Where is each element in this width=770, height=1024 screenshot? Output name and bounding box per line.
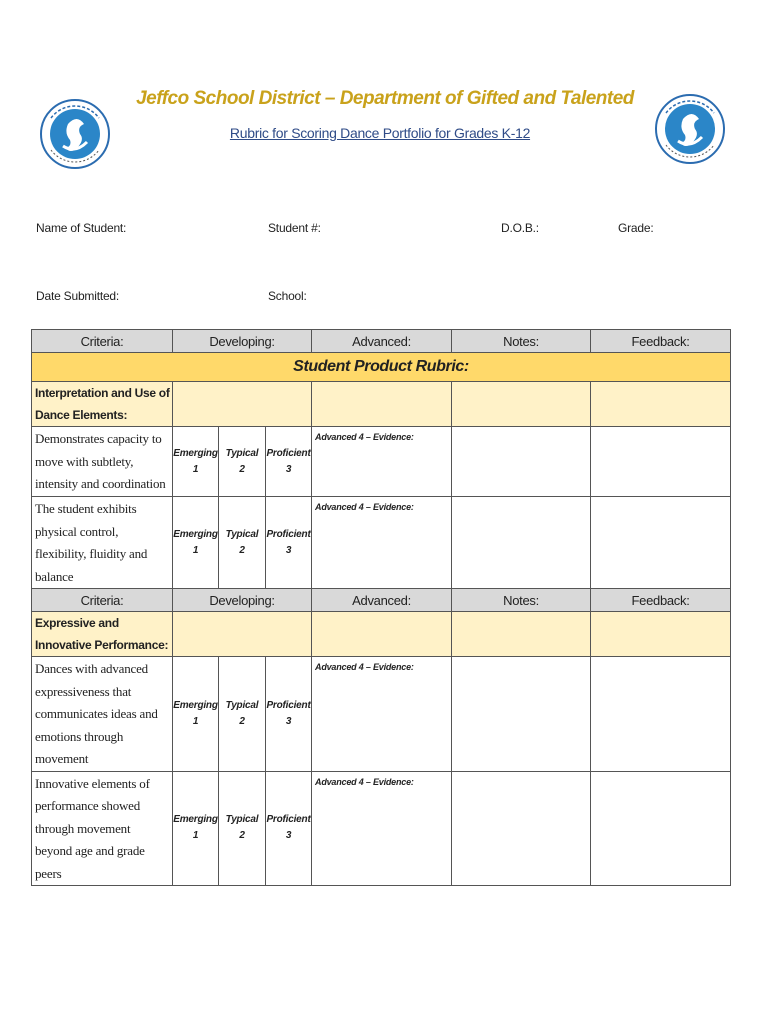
rubric-band-row — [32, 353, 731, 382]
developing-cell[interactable] — [173, 612, 312, 657]
name-of-student-label: Name of Student: — [36, 221, 127, 235]
rubric-table — [31, 329, 731, 886]
notes-header: Notes: — [452, 330, 591, 353]
column-header-row — [32, 330, 731, 353]
feedback-cell[interactable] — [591, 497, 731, 589]
criterion-row — [32, 497, 731, 589]
criteria-header: Criteria: — [32, 589, 173, 612]
dob-label: D.O.B.: — [501, 221, 539, 235]
advanced-cell[interactable] — [312, 612, 452, 657]
advanced-evidence-cell[interactable]: Advanced 4 – Evidence: — [312, 771, 452, 886]
student-product-rubric-title: Student Product Rubric: — [32, 353, 731, 382]
rating-proficient[interactable]: Proficient 3 — [266, 497, 312, 589]
feedback-header: Feedback: — [591, 589, 731, 612]
advanced-evidence-cell[interactable]: Advanced 4 – Evidence: — [312, 657, 452, 772]
category-row — [32, 612, 731, 657]
advanced-cell[interactable] — [312, 382, 452, 427]
developing-cell[interactable] — [173, 382, 312, 427]
notes-header: Notes: — [452, 589, 591, 612]
feedback-header: Feedback: — [591, 330, 731, 353]
rating-typical[interactable]: Typical 2 — [219, 497, 266, 589]
criterion-text: Dances with advanced expressiveness that communicates ideas and emotions through movement — [32, 657, 173, 772]
rating-proficient[interactable]: Proficient 3 — [266, 771, 312, 886]
criterion-text: Innovative elements of performance showed through movement beyond age and grade peers — [32, 771, 173, 886]
page-subtitle: Rubric for Scoring Dance Portfolio for Grades K-12 — [229, 125, 531, 141]
category-label: Interpretation and Use of Dance Elements: — [32, 382, 173, 427]
criterion-text: The student exhibits physical control, flexibility, fluidity and balance — [32, 497, 173, 589]
grade-label: Grade: — [618, 221, 654, 235]
rating-emerging[interactable]: Emerging 1 — [173, 771, 219, 886]
notes-cell[interactable] — [452, 382, 591, 427]
developing-header: Developing: — [173, 589, 312, 612]
feedback-cell[interactable] — [591, 382, 731, 427]
notes-cell[interactable] — [452, 771, 591, 886]
criteria-header: Criteria: — [32, 330, 173, 353]
category-label: Expressive and Innovative Performance: — [32, 612, 173, 657]
student-number-label: Student #: — [268, 221, 321, 235]
criterion-row — [32, 427, 731, 497]
category-row — [32, 382, 731, 427]
rating-typical[interactable]: Typical 2 — [219, 657, 266, 772]
rating-emerging[interactable]: Emerging 1 — [173, 497, 219, 589]
advanced-header: Advanced: — [312, 330, 452, 353]
notes-cell[interactable] — [452, 612, 591, 657]
rating-emerging[interactable]: Emerging 1 — [173, 427, 219, 497]
rating-emerging[interactable]: Emerging 1 — [173, 657, 219, 772]
criterion-row — [32, 657, 731, 772]
developing-header: Developing: — [173, 330, 312, 353]
feedback-cell[interactable] — [591, 657, 731, 772]
feedback-cell[interactable] — [591, 427, 731, 497]
notes-cell[interactable] — [452, 427, 591, 497]
feedback-cell[interactable] — [591, 612, 731, 657]
notes-cell[interactable] — [452, 657, 591, 772]
rating-proficient[interactable]: Proficient 3 — [266, 657, 312, 772]
page-title: Jeffco School District – Department of Gifted and Talented — [136, 88, 634, 109]
advanced-evidence-cell[interactable]: Advanced 4 – Evidence: — [312, 497, 452, 589]
notes-cell[interactable] — [452, 497, 591, 589]
date-submitted-label: Date Submitted: — [36, 289, 120, 303]
rating-typical[interactable]: Typical 2 — [219, 427, 266, 497]
advanced-header: Advanced: — [312, 589, 452, 612]
criterion-text: Demonstrates capacity to move with subtlety, intensity and coordination — [32, 427, 173, 497]
criterion-row — [32, 771, 731, 886]
school-label: School: — [268, 289, 307, 303]
feedback-cell[interactable] — [591, 771, 731, 886]
rating-proficient[interactable]: Proficient 3 — [266, 427, 312, 497]
column-header-row — [32, 589, 731, 612]
rating-typical[interactable]: Typical 2 — [219, 771, 266, 886]
advanced-evidence-cell[interactable]: Advanced 4 – Evidence: — [312, 427, 452, 497]
